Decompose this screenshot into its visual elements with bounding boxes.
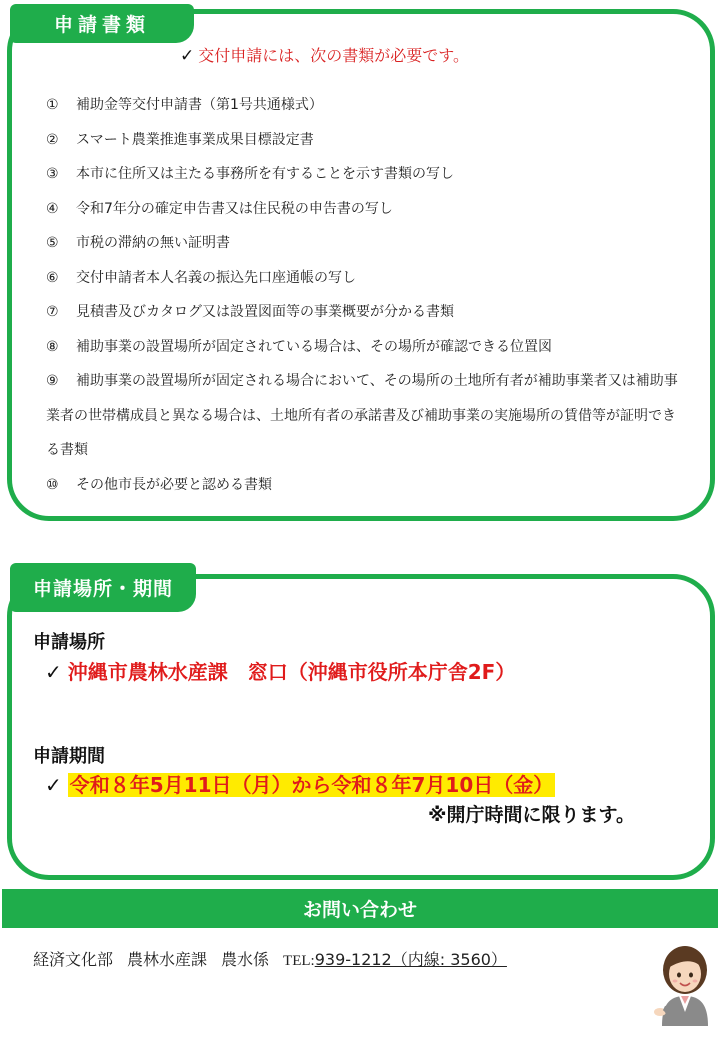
place-value: 沖縄市農林水産課 窓口（沖縄市役所本庁舎2F） — [67, 660, 516, 684]
tel-link[interactable]: 939-1212（内線: 3560） — [314, 950, 507, 969]
item-text: 令和7年分の確定申告書又は住民税の申告書の写し — [76, 200, 393, 217]
item-text: その他市長が必要と認める書類 — [76, 476, 272, 493]
list-item — [46, 192, 686, 227]
office-hours-note: ※開庁時間に限ります。 — [428, 804, 635, 826]
item-text: 本市に住所又は主たる事務所を有することを示す書類の写し — [76, 166, 454, 182]
item-number: ① — [46, 97, 59, 113]
department: 経済文化部 — [33, 950, 114, 969]
item-number: ② — [46, 131, 59, 148]
place-period-tab-label: 申請場所・期間 — [10, 563, 196, 612]
notice-text: 交付申請には、次の書類が必要です。 — [198, 46, 469, 65]
item-number: ⑨ — [46, 373, 59, 389]
period-value: 令和８年5月11日（月）から令和８年7月10日（金） — [69, 773, 554, 797]
item-number: ③ — [46, 166, 59, 182]
list-item — [46, 123, 686, 158]
item-text: 補助事業の設置場所が固定されている場合は、その場所が確認できる位置図 — [76, 338, 552, 355]
list-item — [46, 261, 686, 296]
item-number: ⑩ — [46, 476, 59, 493]
item-number: ⑧ — [46, 338, 59, 355]
item-number: ④ — [46, 200, 59, 217]
documents-notice — [180, 43, 469, 66]
item-text: 補助事業の設置場所が固定される場合において、その場所の土地所有者が補助事業者又は補助事業者の世帯構成員と異なる場合は、土地所有者の承諾書及び補助事業の実施場所の賃借等が証明できる書類 — [46, 373, 678, 458]
check-icon: ✓ — [45, 773, 62, 797]
staff-illustration — [650, 938, 720, 1026]
list-item — [46, 330, 686, 365]
period-label: 申請期間 — [33, 746, 105, 767]
place-period-panel — [7, 574, 715, 880]
division: 農林水産課 — [127, 950, 208, 969]
list-item — [46, 468, 686, 503]
item-text: スマート農業推進事業成果目標設定書 — [76, 131, 314, 148]
required-documents-list — [46, 88, 686, 502]
place-label: 申請場所 — [33, 632, 105, 653]
item-text: 市税の滞納の無い証明書 — [76, 235, 230, 251]
list-item — [46, 157, 686, 192]
list-item — [46, 226, 686, 261]
item-number: ⑥ — [46, 269, 59, 286]
place-value-row — [45, 656, 515, 685]
item-text: 補助金等交付申請書（第1号共通様式） — [76, 97, 323, 113]
list-item — [46, 295, 686, 330]
period-value-row — [45, 769, 555, 798]
list-item — [46, 364, 686, 468]
check-icon: ✓ — [45, 660, 62, 684]
item-number: ⑤ — [46, 235, 59, 251]
item-text: 交付申請者本人名義の振込先口座通帳の写し — [76, 269, 356, 286]
tel-label: TEL: — [283, 953, 315, 969]
contact-header: お問い合わせ — [2, 889, 718, 928]
contact-info — [33, 947, 507, 970]
item-number: ⑦ — [46, 304, 59, 320]
check-icon: ✓ — [180, 46, 195, 66]
section-name: 農水係 — [221, 950, 270, 969]
documents-tab-label: 申請書類 — [10, 4, 194, 43]
list-item — [46, 88, 686, 123]
item-text: 見積書及びカタログ又は設置図面等の事業概要が分かる書類 — [76, 304, 454, 320]
